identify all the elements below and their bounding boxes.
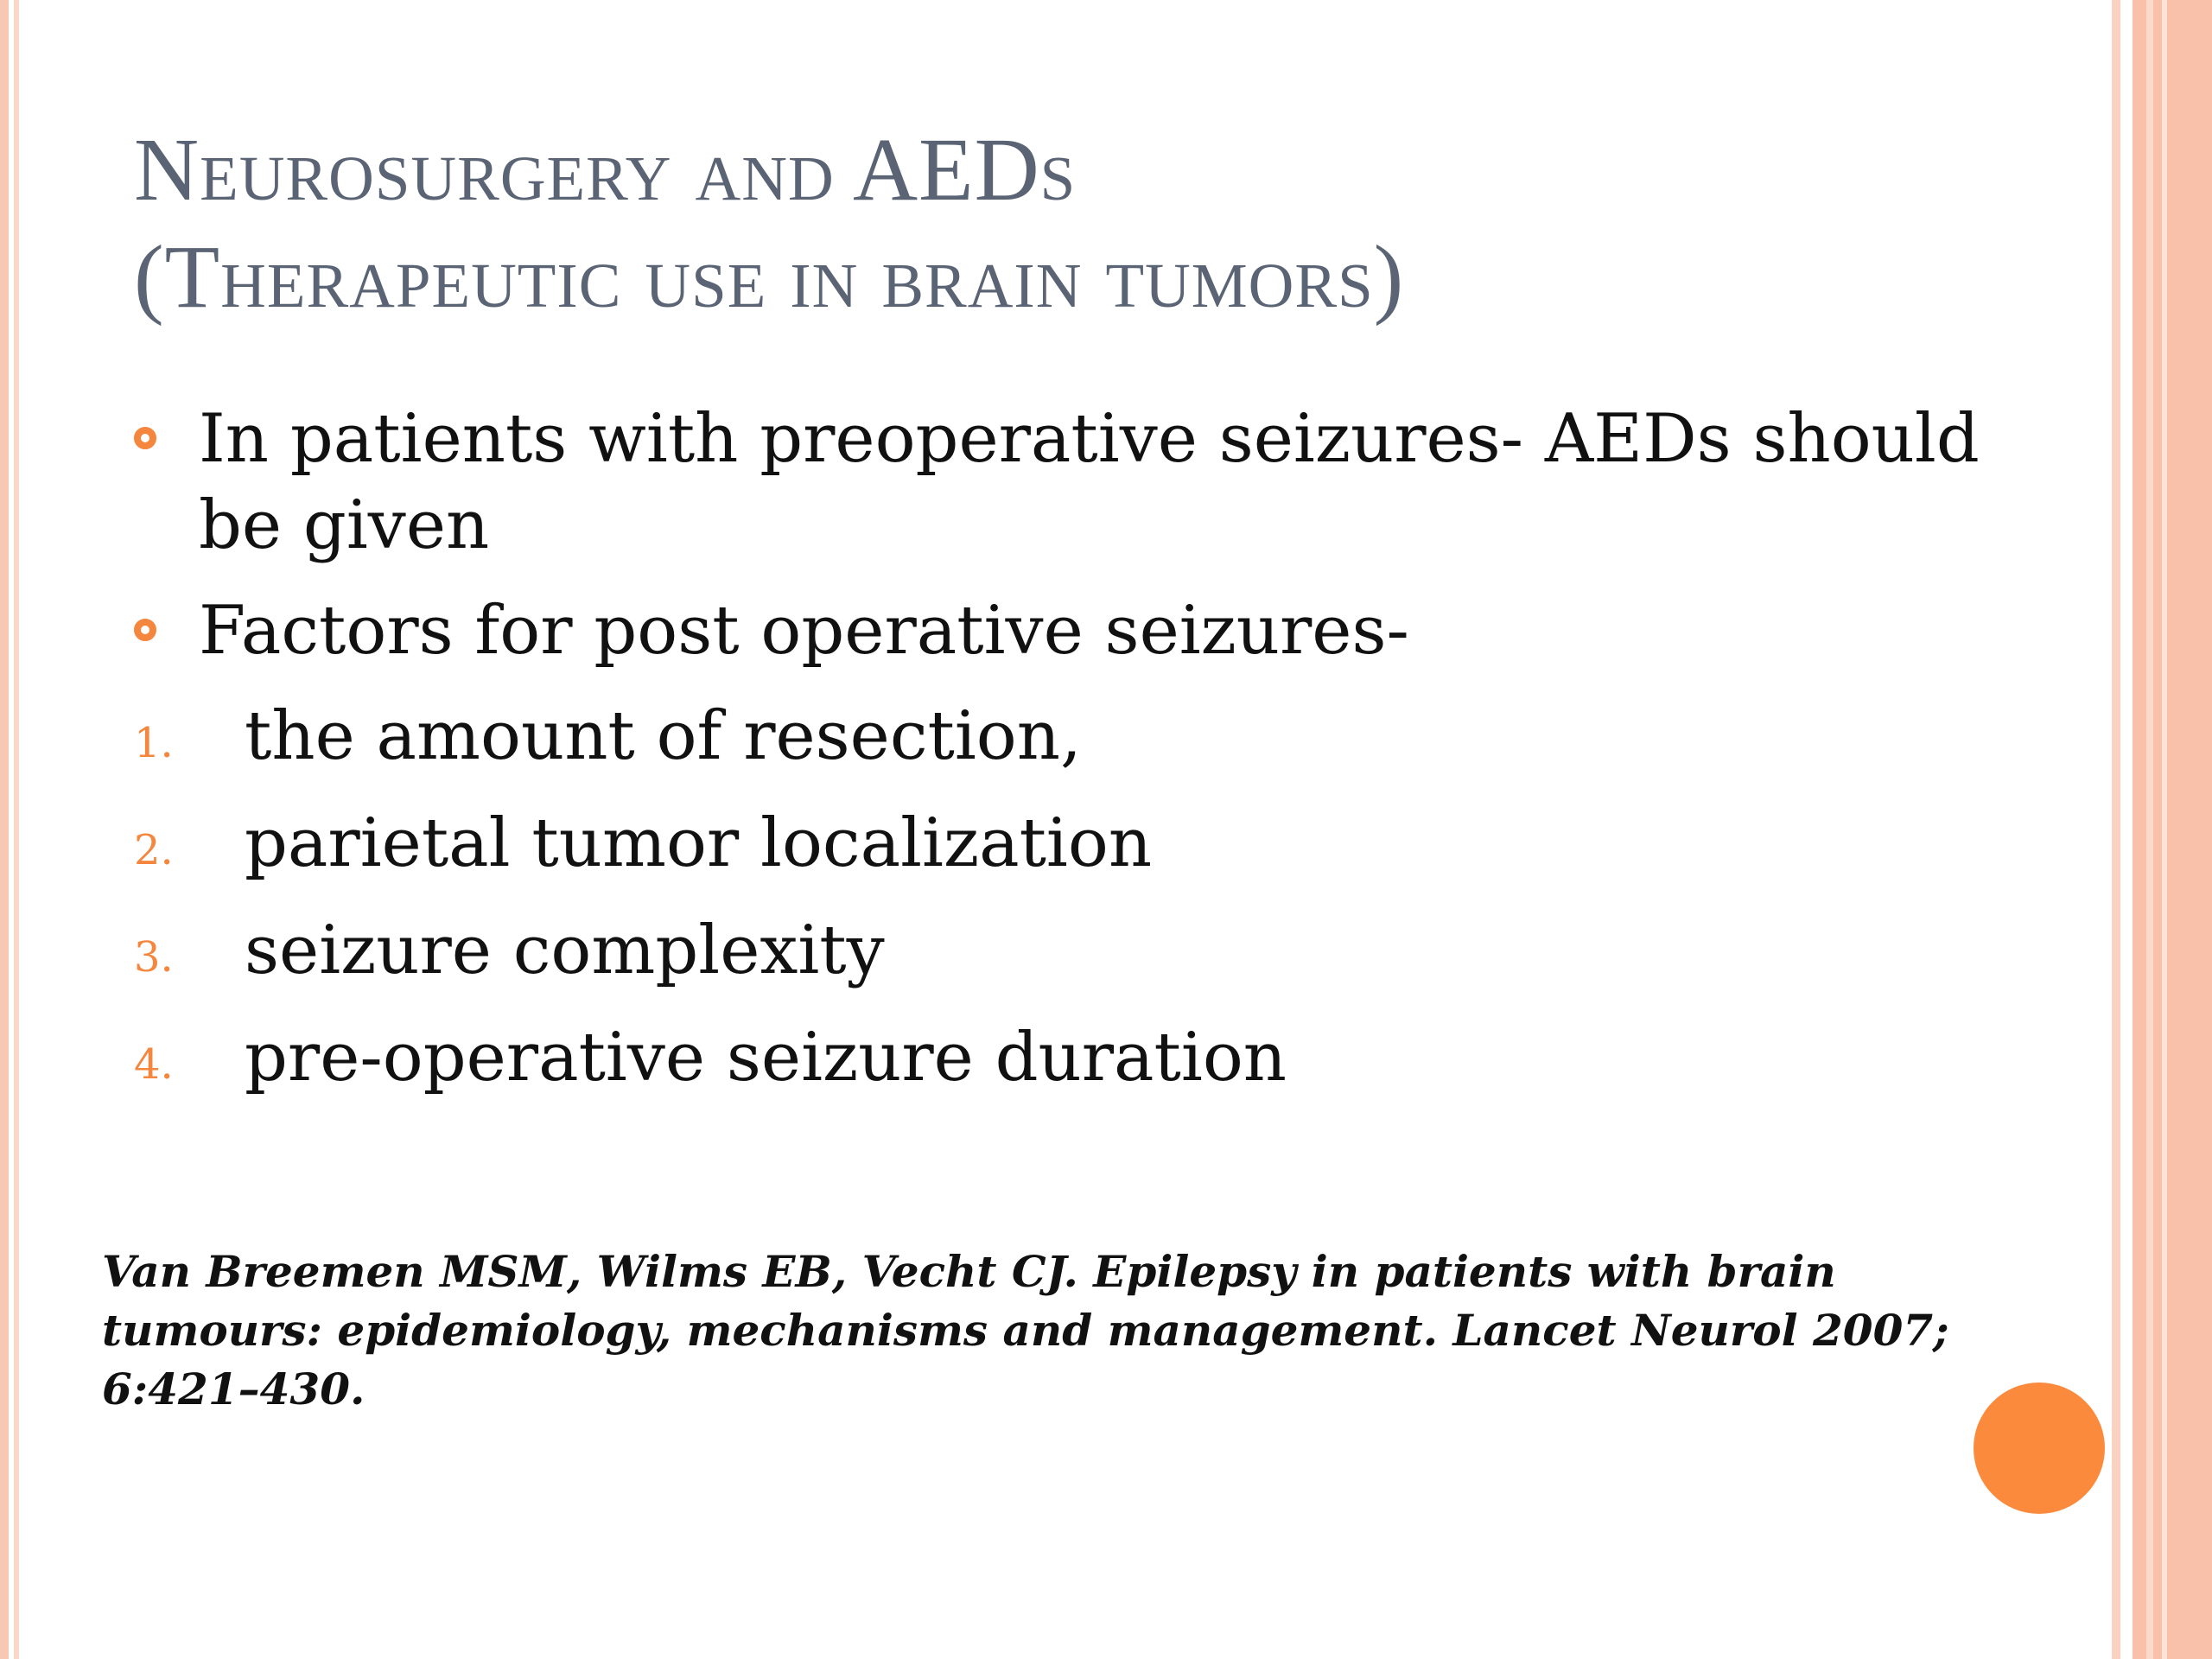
bullet-item (134, 396, 2035, 569)
right-border-line (2146, 0, 2153, 1659)
slide-body (134, 396, 2035, 1122)
circle-bullet-icon (134, 619, 156, 641)
item-text: pre-operative seizure duration (245, 1019, 1287, 1096)
bullet-item (134, 588, 2035, 674)
slide-title (134, 117, 2035, 331)
citation: Van Breemen MSM, Wilms EB, Vecht CJ. Epilepsy in patients with brain tumours: epidemiology, mechanisms and management. Lancet Neurol 2007; 6:421–430. (102, 1246, 1949, 1414)
circle-bullet-icon (134, 427, 156, 449)
left-border-strip-inner (14, 0, 19, 1659)
numbered-item (134, 693, 2035, 779)
right-border-line-2 (2162, 0, 2167, 1659)
numbered-item (134, 1014, 2035, 1101)
item-text: the amount of resection, (245, 697, 1082, 775)
title-line-2: (Therapeutic use in brain tumors) (134, 227, 1405, 327)
title-line-1: Neurosurgery and AEDs (134, 120, 1077, 219)
item-text: parietal tumor localization (245, 804, 1153, 882)
right-border-strip (2112, 0, 2120, 1659)
item-number: 1. (134, 719, 174, 767)
left-border-strip (0, 0, 9, 1659)
numbered-item (134, 800, 2035, 887)
numbered-item (134, 907, 2035, 994)
accent-circle-decoration (1974, 1382, 2105, 1514)
bullet-text: Factors for post operative seizures- (199, 592, 1409, 670)
right-border-band (2133, 0, 2212, 1659)
item-number: 3. (134, 933, 174, 982)
item-number: 4. (134, 1040, 174, 1089)
item-number: 2. (134, 826, 174, 874)
bullet-text: In patients with preoperative seizures- AEDs should be given (199, 400, 1980, 564)
item-text: seizure complexity (245, 912, 885, 989)
